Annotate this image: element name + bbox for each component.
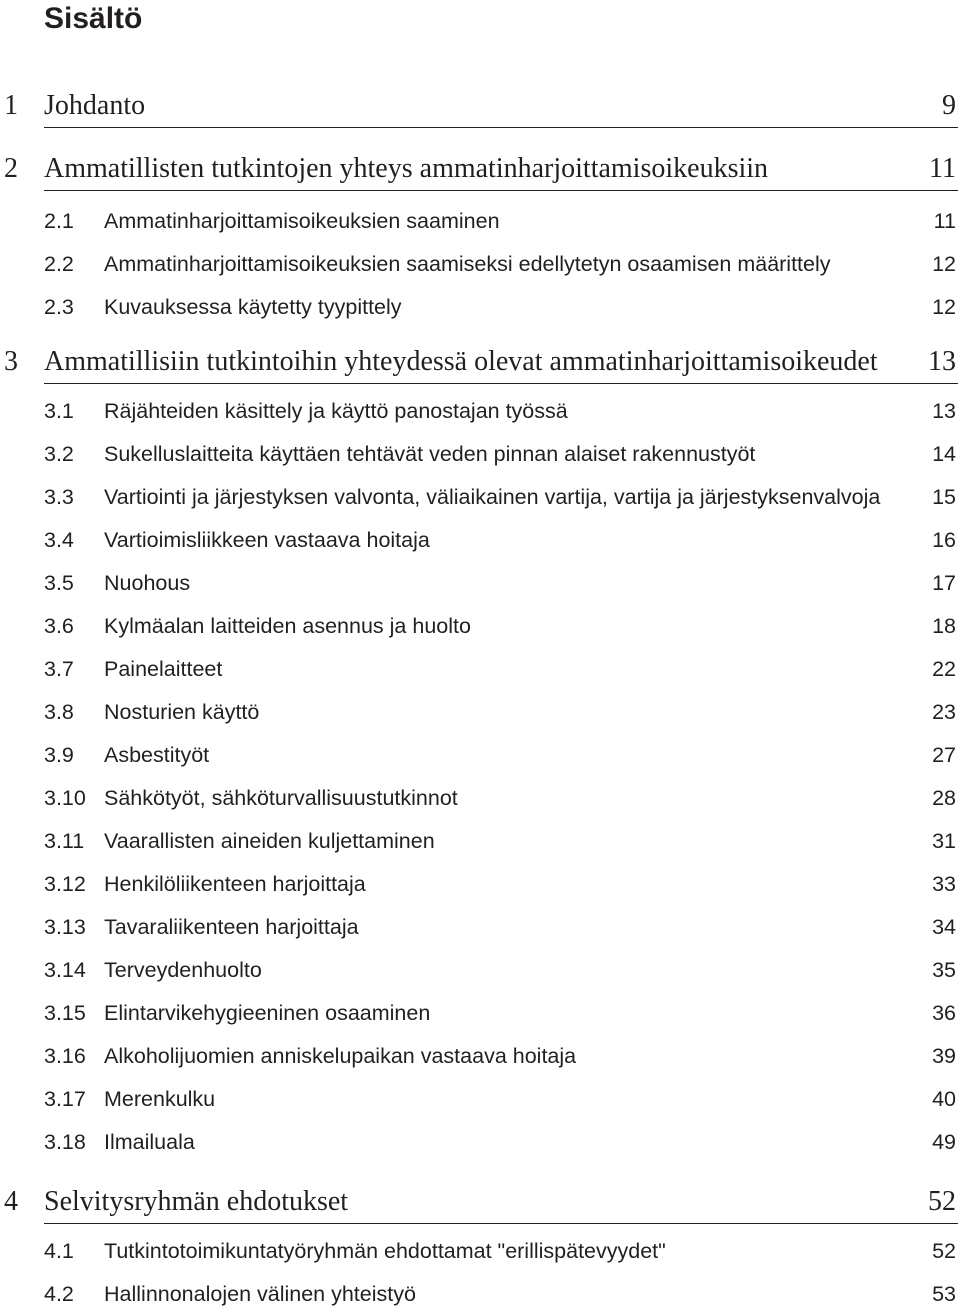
section-page-number: 53 (932, 1282, 956, 1306)
section-page-number: 35 (932, 958, 956, 982)
section-page-number: 17 (932, 571, 956, 595)
section-title: Ammatinharjoittamisoikeuksien saamiseksi edellytetyn osaamisen määrittely (104, 252, 831, 276)
section-title: Nuohous (104, 571, 191, 595)
chapter-number: 3 (4, 346, 18, 377)
toc-chapter-row[interactable] (0, 84, 960, 128)
toc-section-row[interactable] (0, 524, 960, 556)
section-title: Tavaraliikenteen harjoittaja (104, 915, 359, 939)
section-number: 3.12 (44, 872, 86, 896)
section-title: Terveydenhuolto (104, 958, 262, 982)
section-page-number: 13 (932, 399, 956, 423)
section-number: 2.2 (44, 252, 74, 276)
section-page-number: 52 (932, 1239, 956, 1263)
toc-section-row[interactable] (0, 248, 960, 280)
section-page-number: 12 (932, 252, 956, 276)
toc-section-row[interactable] (0, 395, 960, 427)
toc-chapter-row[interactable] (0, 1180, 960, 1224)
toc-section-row[interactable] (0, 1040, 960, 1072)
section-page-number: 31 (932, 829, 956, 853)
toc-section-row[interactable] (0, 1235, 960, 1267)
toc-section-row[interactable] (0, 291, 960, 323)
section-title: Ilmailuala (104, 1130, 195, 1154)
section-title: Vartiointi ja järjestyksen valvonta, väliaikainen vartija, vartija ja järjestyksenvalvoja (104, 485, 881, 509)
section-title: Vaarallisten aineiden kuljettaminen (104, 829, 435, 853)
section-page-number: 27 (932, 743, 956, 767)
chapter-title: Ammatillisten tutkintojen yhteys ammatinharjoittamisoikeuksiin (44, 153, 769, 184)
section-title: Painelaitteet (104, 657, 223, 681)
chapter-divider (44, 383, 958, 385)
section-title: Tutkintotoimikuntatyöryhmän ehdottamat "erillispätevyydet" (104, 1239, 666, 1263)
chapter-divider (44, 127, 958, 129)
chapter-page-number: 11 (929, 153, 956, 184)
section-number: 3.13 (44, 915, 86, 939)
section-number: 2.1 (44, 209, 74, 233)
section-page-number: 23 (932, 700, 956, 724)
toc-section-row[interactable] (0, 868, 960, 900)
toc-section-row[interactable] (0, 653, 960, 685)
section-number: 3.16 (44, 1044, 86, 1068)
section-number: 3.17 (44, 1087, 86, 1111)
chapter-page-number: 9 (942, 90, 956, 121)
section-number: 3.2 (44, 442, 74, 466)
section-page-number: 18 (932, 614, 956, 638)
section-title: Alkoholijuomien anniskelupaikan vastaava hoitaja (104, 1044, 577, 1068)
section-title: Nosturien käyttö (104, 700, 260, 724)
section-title: Ammatinharjoittamisoikeuksien saaminen (104, 209, 500, 233)
chapter-title: Johdanto (44, 90, 146, 121)
toc-section-row[interactable] (0, 696, 960, 728)
section-title: Kylmäalan laitteiden asennus ja huolto (104, 614, 471, 638)
section-page-number: 49 (932, 1130, 956, 1154)
section-page-number: 15 (932, 485, 956, 509)
section-title: Sukelluslaitteita käyttäen tehtävät veden pinnan alaiset rakennustyöt (104, 442, 756, 466)
section-number: 3.10 (44, 786, 86, 810)
toc-section-row[interactable] (0, 825, 960, 857)
section-title: Asbestityöt (104, 743, 210, 767)
toc-section-row[interactable] (0, 567, 960, 599)
section-title: Elintarvikehygieeninen osaaminen (104, 1001, 431, 1025)
section-number: 3.14 (44, 958, 86, 982)
section-page-number: 36 (932, 1001, 956, 1025)
chapter-number: 4 (4, 1186, 18, 1217)
chapter-title: Ammatillisiin tutkintoihin yhteydessä olevat ammatinharjoittamisoikeudet (44, 346, 878, 377)
toc-section-row[interactable] (0, 481, 960, 513)
section-page-number: 12 (932, 295, 956, 319)
toc-section-row[interactable] (0, 739, 960, 771)
toc-section-row[interactable] (0, 1126, 960, 1158)
toc-chapter-row[interactable] (0, 340, 960, 384)
section-number: 3.6 (44, 614, 74, 638)
section-title: Sähkötyöt, sähköturvallisuustutkinnot (104, 786, 458, 810)
section-title: Merenkulku (104, 1087, 216, 1111)
toc-section-row[interactable] (0, 954, 960, 986)
chapter-divider (44, 190, 958, 192)
section-number: 3.4 (44, 528, 74, 552)
toc-chapter-row[interactable] (0, 147, 960, 191)
section-number: 3.7 (44, 657, 74, 681)
section-number: 3.15 (44, 1001, 86, 1025)
section-page-number: 28 (932, 786, 956, 810)
section-number: 3.8 (44, 700, 74, 724)
toc-section-row[interactable] (0, 782, 960, 814)
section-title: Vartioimisliikkeen vastaava hoitaja (104, 528, 430, 552)
chapter-title: Selvitysryhmän ehdotukset (44, 1186, 349, 1217)
section-page-number: 11 (933, 209, 956, 233)
section-page-number: 22 (932, 657, 956, 681)
section-title: Henkilöliikenteen harjoittaja (104, 872, 366, 896)
section-page-number: 16 (932, 528, 956, 552)
section-title: Hallinnonalojen välinen yhteistyö (104, 1282, 416, 1306)
section-page-number: 39 (932, 1044, 956, 1068)
section-page-number: 34 (932, 915, 956, 939)
toc-section-row[interactable] (0, 997, 960, 1029)
section-number: 3.5 (44, 571, 74, 595)
section-number: 3.11 (44, 829, 85, 853)
toc-section-row[interactable] (0, 205, 960, 237)
toc-section-row[interactable] (0, 911, 960, 943)
chapter-page-number: 13 (928, 346, 956, 377)
section-number: 4.2 (44, 1282, 74, 1306)
chapter-number: 2 (4, 153, 18, 184)
chapter-number: 1 (4, 90, 18, 121)
toc-section-row[interactable] (0, 438, 960, 470)
toc-section-row[interactable] (0, 1083, 960, 1115)
section-page-number: 33 (932, 872, 956, 896)
section-number: 3.18 (44, 1130, 86, 1154)
chapter-page-number: 52 (928, 1186, 956, 1217)
toc-section-row[interactable] (0, 1278, 960, 1310)
section-number: 4.1 (44, 1239, 74, 1263)
page-title: Sisältö (44, 2, 143, 35)
section-number: 3.1 (44, 399, 74, 423)
section-number: 3.9 (44, 743, 74, 767)
section-number: 2.3 (44, 295, 74, 319)
chapter-divider (44, 1223, 958, 1225)
section-number: 3.3 (44, 485, 74, 509)
section-title: Räjähteiden käsittely ja käyttö panostajan työssä (104, 399, 568, 423)
toc-section-row[interactable] (0, 610, 960, 642)
section-page-number: 40 (932, 1087, 956, 1111)
section-page-number: 14 (932, 442, 956, 466)
section-title: Kuvauksessa käytetty tyypittely (104, 295, 402, 319)
